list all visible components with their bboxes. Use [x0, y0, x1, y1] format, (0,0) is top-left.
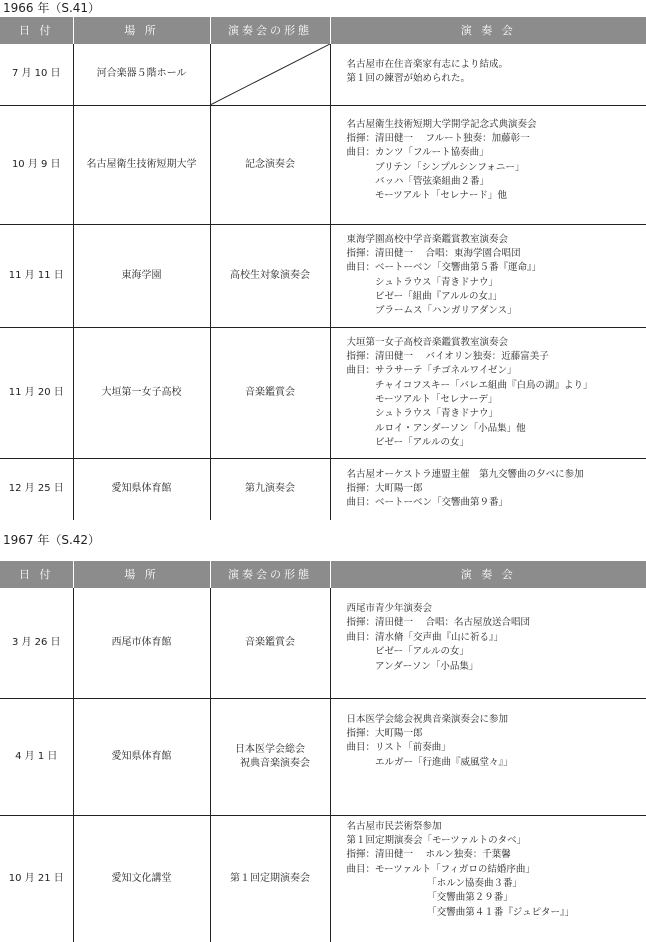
place-cell: 東海学園 — [73, 224, 210, 327]
place-cell: 愛知県体育館 — [73, 458, 210, 520]
schedule-table-1966 — [0, 17, 646, 520]
concert-line: アンダーソン「小品集」 — [346, 660, 479, 672]
concert-line: 曲目：カンツ「フルート協奏曲」 — [346, 147, 489, 159]
concert-line: 曲目：ベートーベン「交響曲第５番『運命』」 — [346, 262, 542, 274]
concert-line: 第１回の練習が始められた。 — [346, 73, 471, 85]
concert-cell — [330, 458, 646, 520]
concert-line: ブリテン「シンプルシンフォニー」 — [346, 161, 525, 173]
concert-cell — [330, 224, 646, 327]
concert-line: 東海学園高校中学音楽鑑賞教室演奏会 — [346, 233, 509, 245]
schedule-table-1967 — [0, 561, 646, 942]
concert-line: 指揮：清田健一 ホルン独奏：千葉馨 — [346, 849, 511, 861]
place-cell: 愛知県体育館 — [73, 698, 210, 815]
concert-line: シュトラウス「青きドナウ」 — [346, 276, 499, 288]
concert-line: 名古屋市民芸術祭参加 — [346, 820, 442, 832]
date-cell: 3 月 26 日 — [0, 588, 73, 698]
concert-line: ルロイ・アンダーソン「小品集」他 — [346, 422, 526, 434]
form-line: 記念演奏会 — [245, 158, 295, 170]
concert-line: 第１回定期演奏会「モーツァルトのタベ」 — [346, 834, 527, 846]
concert-line: チャイコフスキー「バレエ組曲『白鳥の湖』より」 — [346, 379, 593, 391]
header-place: 場 所 — [73, 17, 210, 44]
concert-line: モーツアルト「セレナード」他 — [346, 190, 507, 202]
concert-cell — [330, 815, 646, 942]
date-cell: 10 月 21 日 — [8, 872, 64, 884]
concert-cell — [330, 327, 646, 458]
form-line: 日本医学会総会 — [235, 743, 305, 755]
concert-line: 曲目：モーツァルト「フィガロの結婚序曲」 — [346, 863, 535, 875]
place-cell: 愛知文化講堂 — [73, 815, 210, 942]
table-row — [0, 588, 646, 698]
form-line: 第九演奏会 — [245, 483, 295, 495]
concert-line: 大垣第一女子高校音楽鑑賞教室演奏会 — [346, 336, 509, 348]
table-row — [0, 458, 646, 520]
form-line: 高校生対象演奏会 — [230, 269, 310, 281]
date-cell: 4 月 1 日 — [0, 698, 73, 815]
header-concert: 演 奏 会 — [330, 561, 646, 588]
form-cell — [210, 458, 330, 520]
concert-cell — [330, 588, 646, 698]
concert-line: 「ホルン協奏曲３番」 — [346, 878, 523, 890]
form-cell — [210, 224, 330, 327]
header-date: 日 付 — [0, 561, 73, 588]
header-row — [0, 561, 646, 588]
place-cell: 大垣第一女子高校 — [73, 327, 210, 458]
concert-line: ビゼー「アルルの女」 — [346, 437, 470, 449]
place-cell: 名古屋衛生技術短期大学 — [73, 105, 210, 224]
form-cell — [210, 698, 330, 815]
table-row — [0, 698, 646, 815]
concert-line: 指揮：清田健一 合唱：名古屋放送合唱団 — [346, 617, 531, 629]
concert-line: シュトラウス「青きドナウ」 — [346, 408, 499, 420]
concert-line: モーツアルト「セレナーデ」 — [346, 394, 498, 406]
date-cell: 11 月 20 日 — [0, 327, 73, 458]
concert-line: 曲目：サラサーテ「チゴネルワイゼン」 — [346, 365, 517, 377]
concert-cell — [330, 105, 646, 224]
concert-line: バッハ「管弦楽組曲２番」 — [346, 176, 490, 188]
form-cell — [210, 327, 330, 458]
concert-line: ビゼー「組曲『アルルの女』」 — [346, 291, 503, 303]
year-heading-1966: 1966 年（S.41） — [3, 1, 101, 15]
concert-line: ブラームス「ハンガリアダンス」 — [346, 305, 517, 317]
form-cell — [210, 588, 330, 698]
header-form: 演奏会の形態 — [210, 17, 330, 44]
concert-line: 指揮：清田健一 バイオリン独奏：近藤富美子 — [346, 350, 549, 362]
concert-line: エルガー「行進曲『威風堂々』」 — [346, 756, 513, 768]
table-row — [0, 327, 646, 458]
concert-line: 「交響曲第４１番『ジュピター』」 — [346, 906, 575, 918]
concert-line: 名古屋市在住音楽家有志により結成。 — [346, 59, 509, 70]
concert-line: 指揮：大町陽一郎 — [346, 727, 423, 739]
form-cell — [210, 815, 330, 942]
concert-line: 指揮：清田健一 合唱：東海学園合唱団 — [346, 247, 521, 259]
table-row — [0, 815, 646, 942]
table-row — [0, 105, 646, 224]
header-form: 演奏会の形態 — [210, 561, 330, 588]
concert-line: 西尾市青少年演奏会 — [346, 603, 433, 614]
date-cell: 7 月 10 日 — [0, 44, 73, 105]
form-cell-empty — [210, 44, 330, 105]
concert-line: 「交響曲第２９番」 — [346, 892, 513, 904]
concert-cell — [330, 44, 646, 105]
date-cell: 10 月 9 日 — [0, 105, 73, 224]
concert-line: 日本医学会総会祝典音楽演奏会に参加 — [346, 713, 509, 725]
place-cell: 西尾市体育館 — [73, 588, 210, 698]
header-concert: 演 奏 会 — [330, 17, 646, 44]
table-row — [0, 44, 646, 105]
form-line: 音楽鑑賞会 — [245, 386, 295, 398]
concert-line: 指揮：大町陽一郎 — [346, 482, 423, 494]
header-row — [0, 17, 646, 44]
diagonal-slash — [211, 44, 330, 105]
concert-line: 名古屋衛生技術短期大学開学記念式典演奏会 — [346, 118, 537, 130]
concert-line: 曲目：清水脩「交声曲『山に祈る』」 — [346, 631, 504, 643]
date-cell: 11 月 11 日 — [0, 224, 73, 327]
table-row — [0, 224, 646, 327]
concert-cell — [330, 698, 646, 815]
header-place: 場 所 — [73, 561, 210, 588]
concert-line: 曲目：ベートーベン「交響曲第９番」 — [346, 497, 509, 509]
form-cell — [210, 105, 330, 224]
place-cell: 河合楽器５階ホール — [73, 44, 210, 105]
concert-line: ビゼー「アルルの女」 — [346, 646, 470, 658]
date-cell: 12 月 25 日 — [8, 483, 64, 495]
form-line: 音楽鑑賞会 — [245, 636, 295, 648]
form-line: 祝典音楽演奏会 — [230, 757, 310, 769]
year-heading-1967: 1967 年（S.42） — [3, 533, 101, 547]
concert-line: 指揮：清田健一 フルート独奏：加藤彰一 — [346, 132, 530, 144]
header-date: 日 付 — [0, 17, 73, 44]
concert-line: 名古屋オーケストラ連盟主催 第九交響曲の夕べに参加 — [346, 468, 584, 480]
form-line: 第１回定期演奏会 — [230, 872, 310, 884]
concert-line: 曲目：リスト「前奏曲」 — [346, 742, 451, 754]
